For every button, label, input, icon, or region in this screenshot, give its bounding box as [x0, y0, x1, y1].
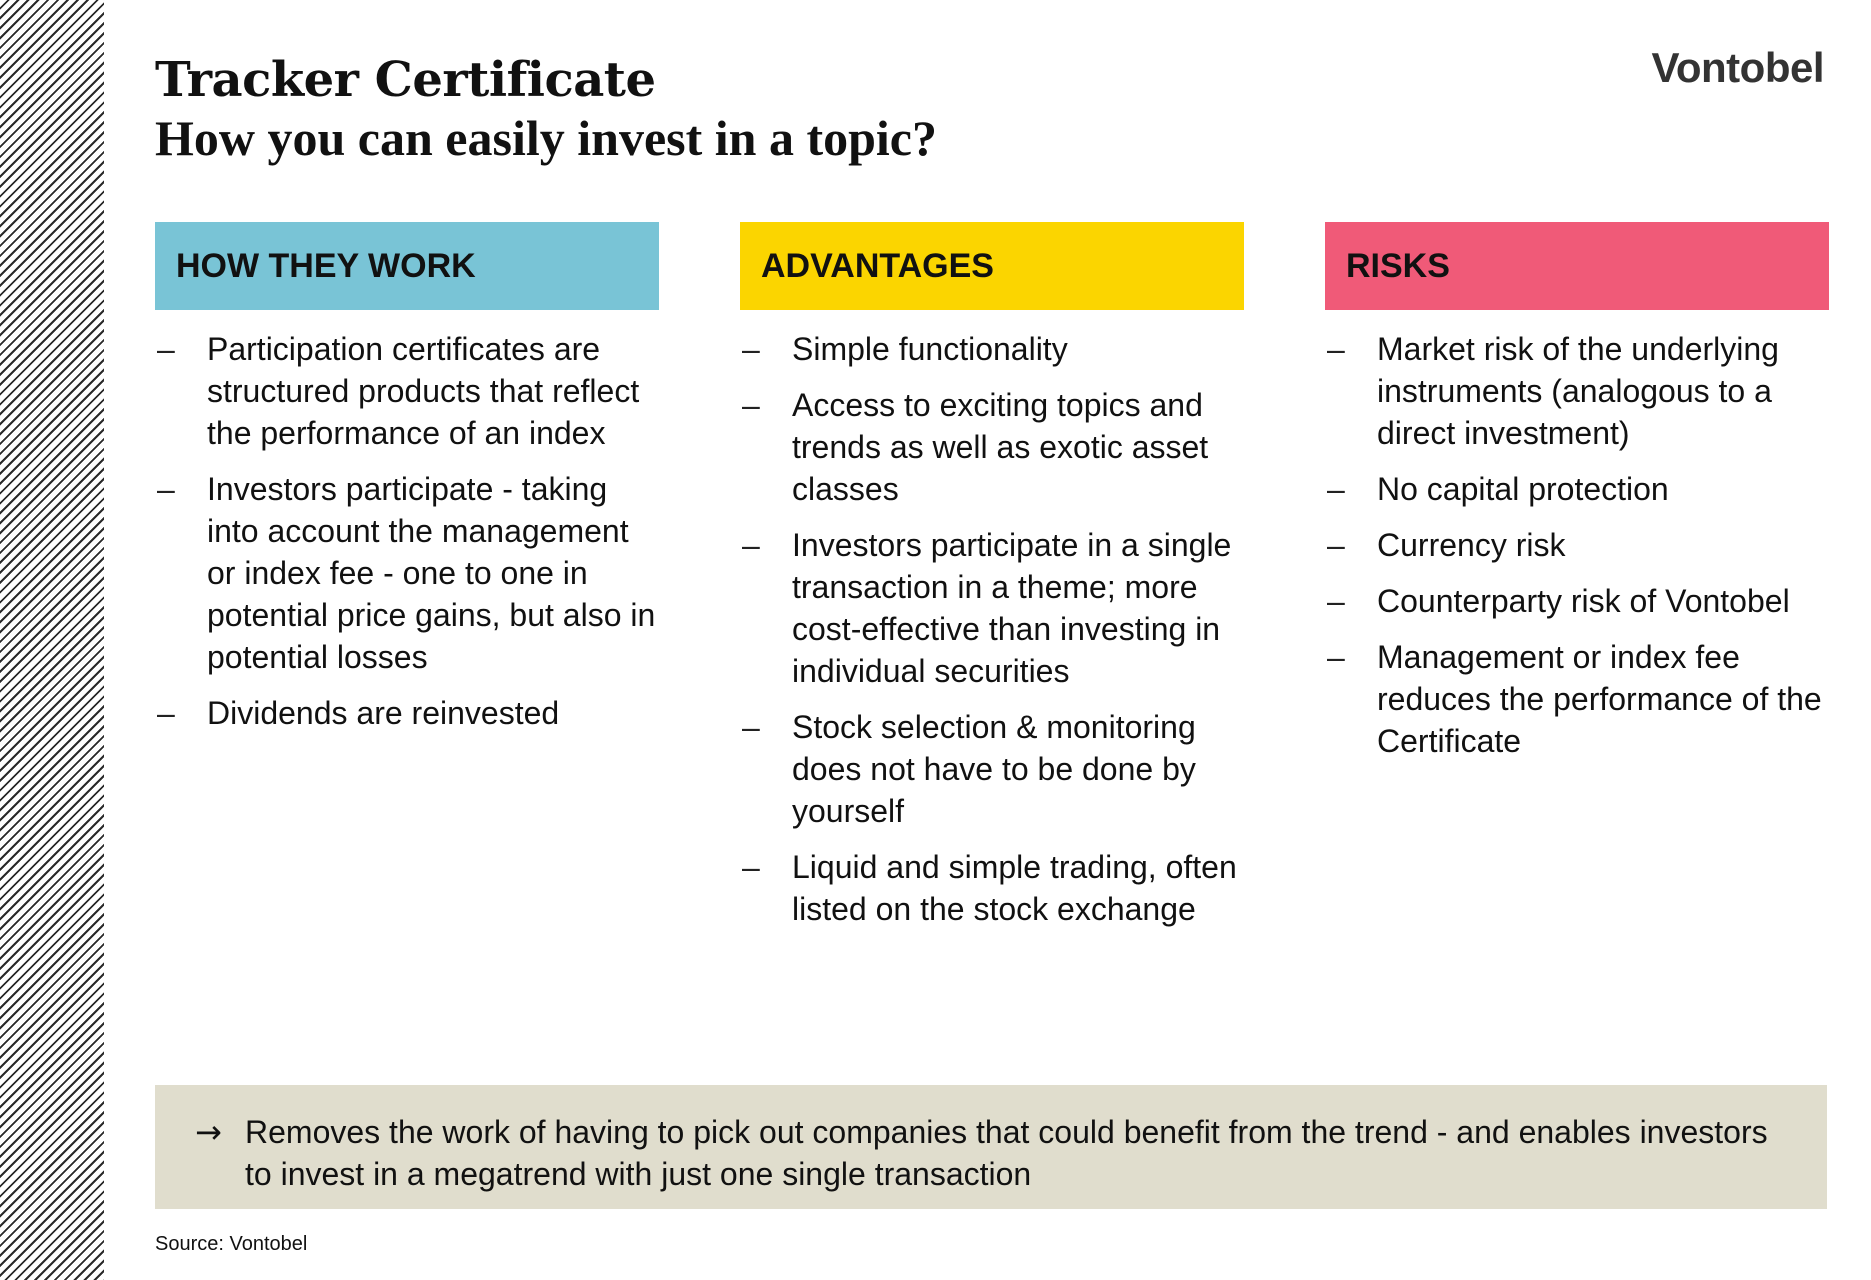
- list-item-text: Management or index fee reduces the performance of the Certificate: [1377, 639, 1822, 759]
- list-item: [155, 328, 659, 454]
- list-item-text: Simple functionality: [792, 331, 1068, 367]
- dash-bullet-icon: –: [157, 695, 175, 731]
- summary-note: [155, 1085, 1827, 1209]
- list-item: [1325, 580, 1829, 622]
- dash-bullet-icon: –: [742, 527, 760, 563]
- list-item: [740, 706, 1244, 832]
- dash-bullet-icon: –: [157, 331, 175, 367]
- list-item-text: Liquid and simple trading, often listed on the stock exchange: [792, 849, 1237, 927]
- column-header-risks: RISKS: [1325, 222, 1829, 310]
- list-item: [740, 384, 1244, 510]
- column-how-they-work: [155, 222, 659, 748]
- summary-note-text: Removes the work of having to pick out companies that could benefit from the trend - and enables investors to invest in a megatrend with just one single transaction: [245, 1114, 1768, 1192]
- list-item-text: Currency risk: [1377, 527, 1566, 563]
- list-item: [1325, 636, 1829, 762]
- dash-bullet-icon: –: [1327, 471, 1345, 507]
- list-item-text: Investors participate - taking into account the management or index fee - one to one in potential price gains, but also in potential losses: [207, 471, 656, 675]
- list-item-text: Counterparty risk of Vontobel: [1377, 583, 1790, 619]
- list-item-text: Participation certificates are structured products that reflect the performance of an index: [207, 331, 640, 451]
- how-they-work-list: [155, 328, 659, 734]
- dash-bullet-icon: –: [742, 709, 760, 745]
- list-item-text: Access to exciting topics and trends as well as exotic asset classes: [792, 387, 1209, 507]
- list-item: [1325, 328, 1829, 454]
- list-item: [740, 846, 1244, 930]
- vontobel-logo: Vontobel: [1651, 44, 1824, 91]
- list-item-text: Stock selection & monitoring does not have to be done by yourself: [792, 709, 1196, 829]
- slide-subtitle: How you can easily invest in a topic?: [155, 110, 937, 166]
- risks-list: [1325, 328, 1829, 762]
- list-item-text: Market risk of the underlying instruments (analogous to a direct investment): [1377, 331, 1779, 451]
- slide-title: Tracker Certificate: [155, 52, 656, 108]
- column-header-advantages: ADVANTAGES: [740, 222, 1244, 310]
- dash-bullet-icon: –: [1327, 583, 1345, 619]
- dash-bullet-icon: –: [1327, 331, 1345, 367]
- advantages-list: [740, 328, 1244, 930]
- column-header-how-they-work: HOW THEY WORK: [155, 222, 659, 310]
- list-item-text: Investors participate in a single transaction in a theme; more cost-effective than investing in individual securities: [792, 527, 1232, 689]
- list-item: [740, 328, 1244, 370]
- dash-bullet-icon: –: [742, 849, 760, 885]
- dash-bullet-icon: –: [1327, 527, 1345, 563]
- dash-bullet-icon: –: [1327, 639, 1345, 675]
- dash-bullet-icon: –: [157, 471, 175, 507]
- arrow-right-icon: →: [195, 1113, 222, 1151]
- list-item-text: No capital protection: [1377, 471, 1669, 507]
- list-item-text: Dividends are reinvested: [207, 695, 560, 731]
- list-item: [1325, 468, 1829, 510]
- hatched-side-bar: [0, 0, 104, 1280]
- column-risks: [1325, 222, 1829, 776]
- dash-bullet-icon: –: [742, 331, 760, 367]
- list-item: [1325, 524, 1829, 566]
- list-item: [740, 524, 1244, 692]
- source-footnote: Source: Vontobel: [155, 1233, 308, 1255]
- dash-bullet-icon: –: [742, 387, 760, 423]
- column-advantages: [740, 222, 1244, 944]
- list-item: [155, 468, 659, 678]
- list-item: [155, 692, 659, 734]
